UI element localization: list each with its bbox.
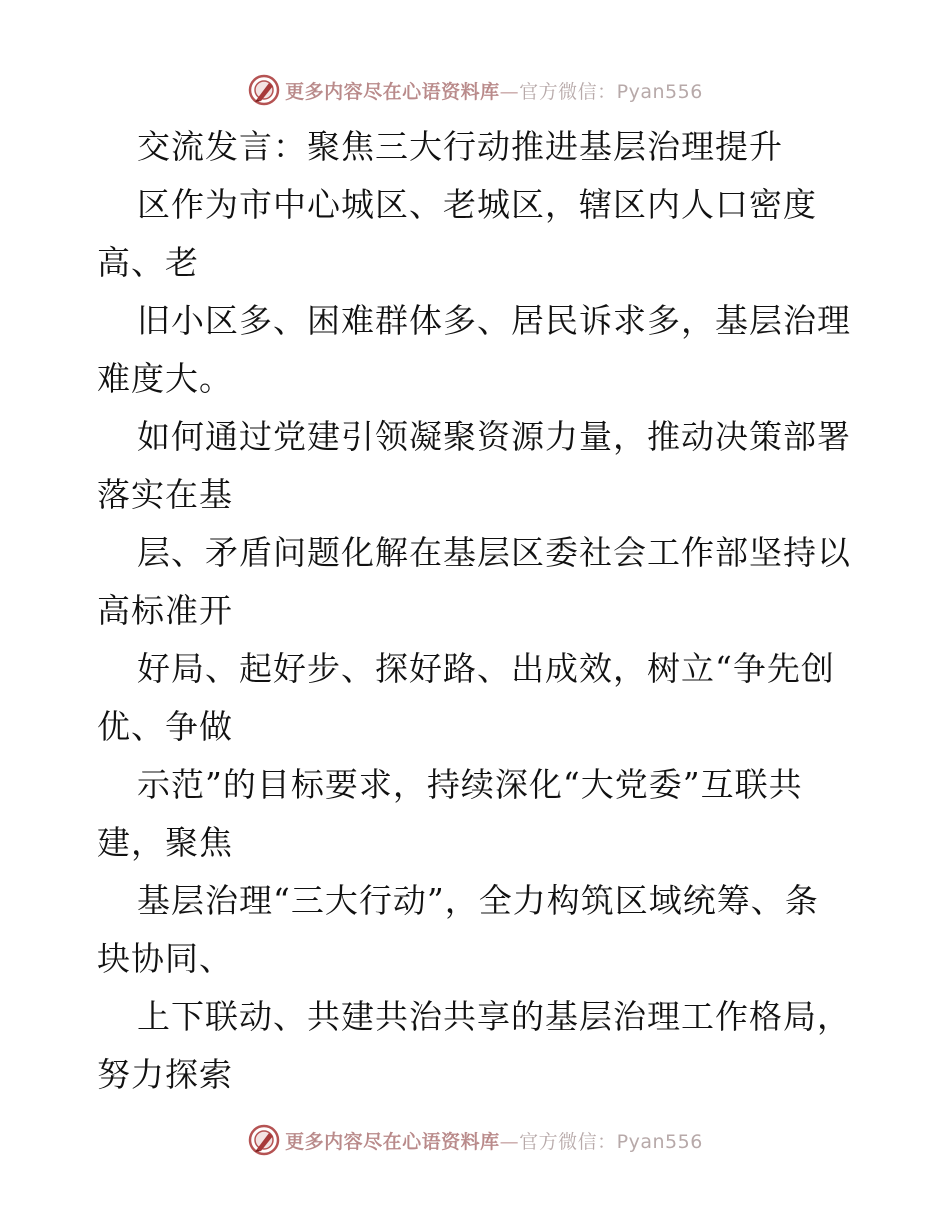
footer-banner-text	[285, 1127, 703, 1154]
pen-nib-logo-icon	[247, 1123, 281, 1157]
header-banner-text	[285, 77, 703, 104]
doc-line: 上下联动、共建共治共享的基层治理工作格局，	[137, 997, 851, 1036]
footer-banner-lead: 更多内容尽在心语资料库	[285, 1130, 500, 1153]
doc-line: 难度大。	[97, 359, 233, 398]
document-body	[97, 118, 857, 1104]
doc-line: 层、矛盾问题化解在基层区委社会工作部坚持以	[137, 533, 851, 572]
doc-line: 块协同、	[97, 939, 233, 978]
doc-line: 如何通过党建引领凝聚资源力量，推动决策部署	[137, 417, 851, 456]
footer-banner	[0, 1120, 950, 1160]
doc-line: 建，聚焦	[97, 823, 233, 862]
doc-line: 努力探索	[97, 1055, 233, 1094]
header-banner	[0, 70, 950, 110]
doc-line: 好局、起好步、探好路、出成效，树立“争先创	[137, 649, 835, 688]
doc-title: 交流发言：聚焦三大行动推进基层治理提升	[137, 127, 783, 166]
footer-banner-tail: 官方微信：Pyan556	[519, 1130, 703, 1153]
doc-line: 旧小区多、困难群体多、居民诉求多，基层治理	[137, 301, 851, 340]
doc-line: 区作为市中心城区、老城区，辖区内人口密度	[137, 185, 817, 224]
doc-line: 示范”的目标要求，持续深化“大党委”互联共	[137, 765, 803, 804]
doc-line: 基层治理“三大行动”，全力构筑区域统筹、条	[137, 881, 819, 920]
doc-line: 高、老	[97, 243, 199, 282]
pen-nib-logo-icon	[247, 73, 281, 107]
footer-banner-sep: —	[499, 1130, 520, 1153]
doc-line: 优、争做	[97, 707, 233, 746]
header-banner-lead: 更多内容尽在心语资料库	[285, 80, 500, 103]
doc-line: 高标准开	[97, 591, 233, 630]
doc-line: 落实在基	[97, 475, 233, 514]
header-banner-sep: —	[499, 80, 520, 103]
header-banner-tail: 官方微信：Pyan556	[519, 80, 703, 103]
